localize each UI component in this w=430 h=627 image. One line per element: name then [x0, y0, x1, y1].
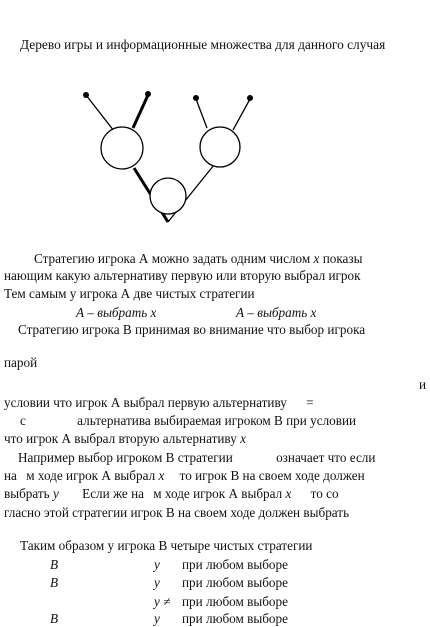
- paragraph-2-line-3: и: [419, 377, 427, 392]
- tree-edge: [86, 95, 114, 131]
- paragraph-1-line-1: Стратегию игрока А можно задать одним числом x показы: [34, 251, 363, 266]
- strategy-b-4: В y при любом выборе: [50, 611, 288, 626]
- tree-edge: [233, 99, 250, 130]
- paragraph-3-line-4: гласно этой стратегии игрок В на своем ходе должен выбрать: [4, 505, 350, 520]
- paragraph-2-line-6: что игрок А выбрал вторую альтернативу x: [4, 431, 246, 446]
- paragraph-2-line-2: парой: [4, 355, 38, 370]
- tree-node-left: [101, 127, 143, 169]
- paragraph-2-line-4: условии что игрок А выбрал первую альтернативу =: [4, 395, 314, 410]
- paragraph-4-intro: Таким образом у игрока В четыре чистых стратегии: [20, 538, 313, 553]
- leaf-node: [145, 91, 151, 97]
- strategy-a-2: А – выбрать x: [236, 305, 317, 320]
- paragraph-2-line-1: Стратегию игрока В принимая во внимание что выбор игрока: [18, 322, 366, 337]
- paragraph-1-line-3: Тем самым у игрока А две чистых стратегии: [4, 286, 255, 301]
- paragraph-2-line-5: с альтернатива выбираемая игроком В при условии: [20, 413, 357, 428]
- leaf-node: [193, 95, 199, 101]
- leaf-node: [83, 92, 89, 98]
- strategy-b-2: В y при любом выборе: [50, 575, 288, 590]
- tree-node-root: [150, 178, 186, 214]
- tree-node-right: [200, 127, 240, 167]
- paragraph-3-line-2: на м ходе игрок А выбрал x то игрок В на своем ходе должен: [4, 468, 365, 483]
- tree-edge: [133, 95, 148, 128]
- paragraph-3-line-1: Например выбор игроком В стратегии означает что если: [18, 450, 376, 465]
- strategy-b-3: y ≠ при любом выборе: [154, 594, 288, 609]
- tree-edge: [196, 99, 207, 128]
- paragraph-3-line-3: выбрать y Если же на м ходе игрок А выбрал x то со: [4, 486, 339, 501]
- strategy-b-1: В y при любом выборе: [50, 557, 288, 572]
- strategy-a-1: А – выбрать x: [76, 305, 157, 320]
- paragraph-1-line-2: нающим какую альтернативу первую или вторую выбрал игрок: [4, 268, 361, 283]
- page-title: Дерево игры и информационные множества для данного случая: [20, 37, 386, 52]
- leaf-node: [247, 95, 253, 101]
